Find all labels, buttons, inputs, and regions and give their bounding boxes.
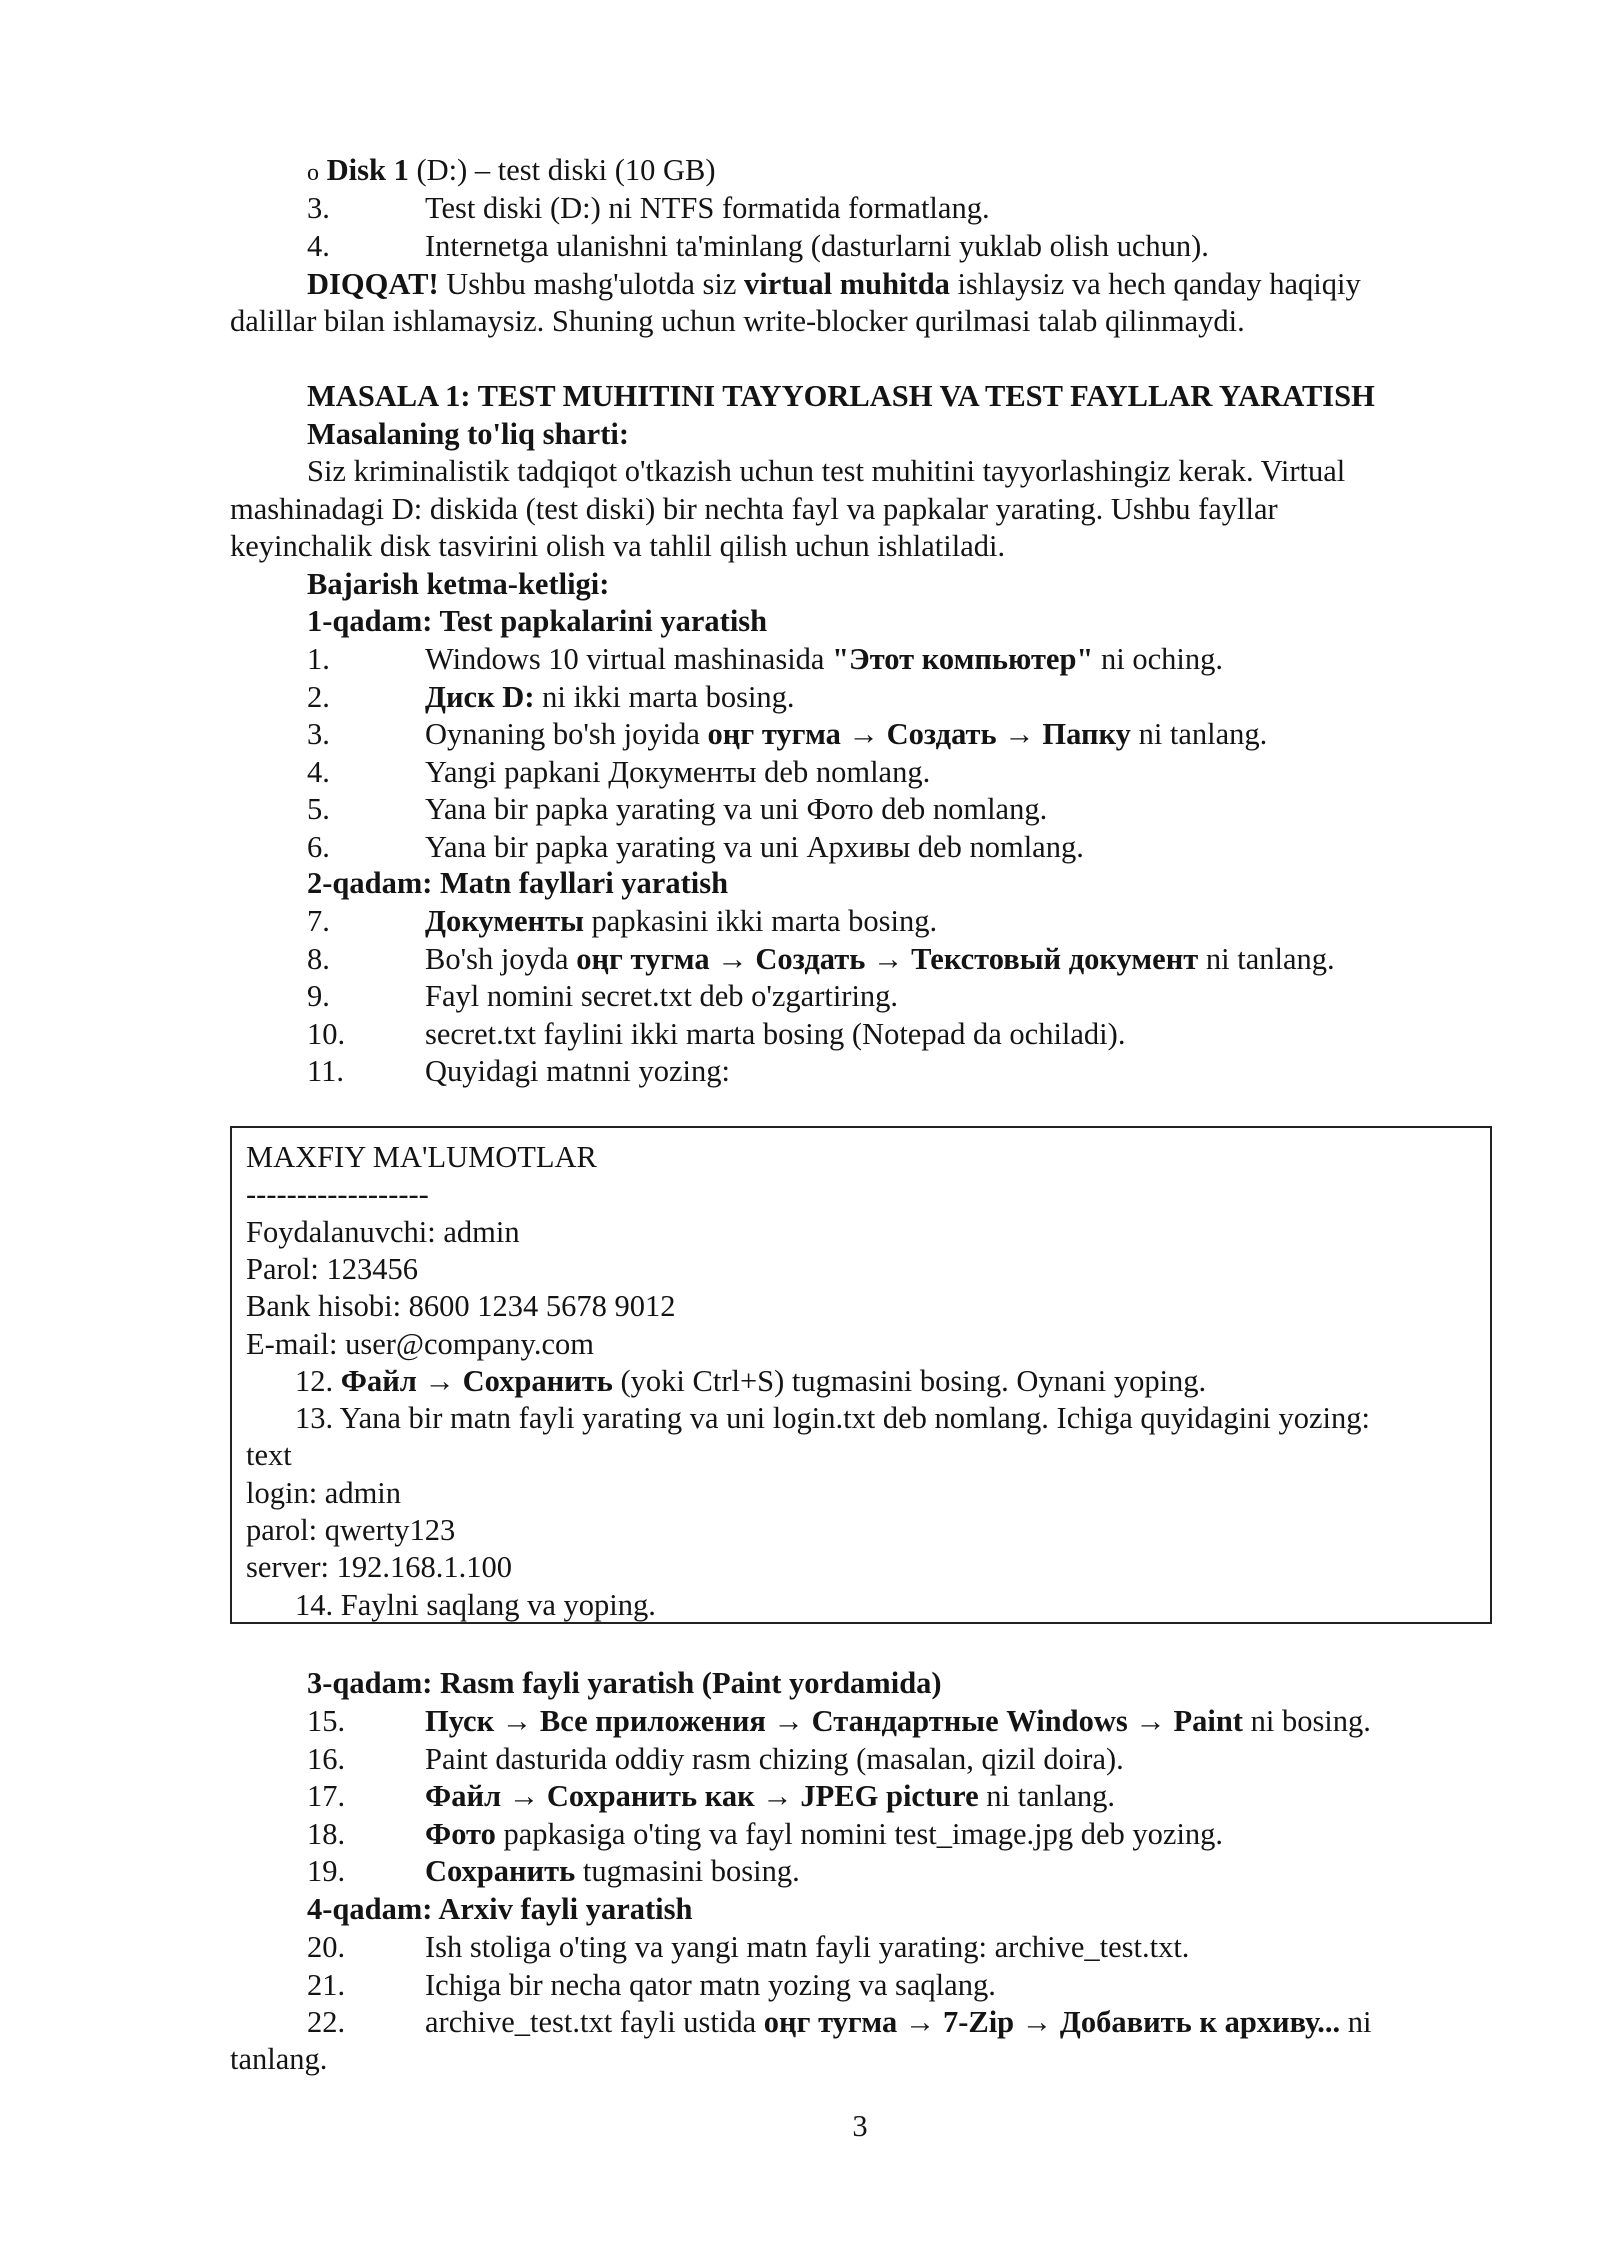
- item-number: 18.: [307, 1816, 346, 1851]
- item-text-part: ni oching.: [1093, 642, 1223, 676]
- item-number: 13.: [295, 1401, 334, 1436]
- paragraph-line: Siz kriminalistik tadqiqot o'tkazish uchun test muhitini tayyorlashingiz kerak. Virtual: [307, 454, 1346, 488]
- box-text-line: parol: qwerty123: [246, 1513, 456, 1547]
- box-line: [246, 1251, 418, 1288]
- box-line: [246, 1326, 594, 1363]
- paragraph-line: mashinadagi D: diskida (test diski) bir nechta fayl va papkalar yarating. Ushbu fayllar: [230, 492, 1278, 526]
- item-text-part: Faylni saqlang va yoping.: [340, 1587, 656, 1622]
- warning-text: Ushbu mashg'ulotda siz: [438, 267, 744, 301]
- item-text: [425, 1816, 1223, 1853]
- item-text: [425, 829, 1084, 866]
- box-list-item: [295, 1400, 1370, 1437]
- step3-title: 3-qadam: Rasm fayli yaratish (Paint yordamida): [307, 1666, 942, 1700]
- warning-emphasis: virtual muhitda: [744, 267, 950, 301]
- item-text: [425, 1967, 996, 2004]
- section-subheading: Masalaning to'liq sharti:: [307, 417, 629, 451]
- step4-title: 4-qadam: Arxiv fayli yaratish: [307, 1892, 693, 1926]
- item-text-part: Oynaning bo'sh joyida: [425, 717, 708, 751]
- item-number: 7.: [307, 904, 330, 938]
- item-number: 19.: [307, 1854, 346, 1888]
- item-text: [425, 791, 1047, 828]
- box-text-line: ------------------: [246, 1177, 429, 1212]
- box-line: [246, 1549, 512, 1586]
- item-text-part: Yangi papkani Документы deb nomlang.: [425, 754, 931, 789]
- step1-title: 1-qadam: Test papkalarini yaratish: [307, 604, 768, 638]
- spacer: [333, 1588, 341, 1622]
- item-text-part: ni tanlang.: [1198, 941, 1335, 976]
- item-number: 11.: [307, 1054, 344, 1088]
- disk-label: Disk 1: [326, 153, 409, 187]
- item-number: 5.: [307, 792, 330, 826]
- item-number: 3.: [307, 717, 330, 751]
- item-text: [425, 1053, 730, 1090]
- item-text-part: ni tanlang.: [978, 1779, 1115, 1813]
- item-number: 12.: [295, 1363, 334, 1398]
- item-number: 9.: [307, 979, 330, 1013]
- box-line: [246, 1288, 676, 1325]
- item-text-part: ni ikki marta bosing.: [534, 679, 795, 714]
- disk-desc: (D:) – test diski (10 GB): [408, 153, 716, 187]
- item-number: 6.: [307, 829, 330, 864]
- item-number: 4.: [307, 229, 330, 263]
- item-text-part: Ichiga bir necha qator matn yozing va saqlang.: [425, 1967, 996, 2002]
- item-text-part: Yana bir papka yarating va uni Архивы deb nomlang.: [425, 829, 1084, 864]
- item-text-part: Bo'sh joyda: [425, 941, 577, 976]
- box-line: [246, 1214, 520, 1251]
- item-emphasis: oңг тугма → Создать → Папку: [707, 717, 1131, 751]
- page-number: 3: [852, 2109, 868, 2143]
- item-text-part: ni bosing.: [1242, 1704, 1371, 1738]
- item-text: [425, 754, 930, 791]
- box-line: [246, 1139, 597, 1176]
- item-text-part: ni tanlang.: [1130, 717, 1268, 751]
- item-number: 22.: [307, 2005, 346, 2039]
- item-text-part: papkasiga o'ting va fayl nomini test_image.jpg deb yozing.: [495, 1816, 1224, 1851]
- step2-title: 2-qadam: Matn fayllari yaratish: [307, 866, 729, 900]
- item-text-part: (yoki Ctrl+S) tugmasini bosing. Oynani yoping.: [612, 1363, 1207, 1398]
- item-number: 21.: [307, 1967, 346, 2002]
- box-text-line: server: 192.168.1.100: [246, 1550, 512, 1585]
- item-number: 8.: [307, 941, 330, 976]
- item-text: [425, 1741, 1124, 1778]
- box-text-line: Parol: 123456: [246, 1251, 418, 1286]
- warning-label: DIQQAT!: [307, 267, 439, 301]
- item-text: [425, 1703, 1371, 1740]
- box-list-item: [295, 1587, 656, 1624]
- item-emphasis: "Этот компьютер": [832, 642, 1094, 676]
- item-number: 3.: [307, 191, 330, 225]
- spacer: [333, 1364, 341, 1398]
- item-text: [425, 941, 1335, 978]
- item-text: [425, 978, 898, 1015]
- item-text: [425, 903, 937, 940]
- item-emphasis: Файл → Сохранить как → JPEG picture: [425, 1779, 979, 1813]
- disk-bullet: o: [307, 160, 319, 186]
- box-line: [246, 1176, 429, 1213]
- warning-line-2: dalillar bilan ishlamaysiz. Shuning uchun write-blocker qurilmasi talab qilinmaydi.: [230, 304, 1245, 338]
- item-number: 15.: [307, 1704, 346, 1738]
- item-number: 17.: [307, 1779, 346, 1813]
- item-number: 20.: [307, 1930, 346, 1964]
- disk-line: [307, 152, 716, 192]
- text-content-box: [230, 1126, 1492, 1624]
- item-number: 4.: [307, 754, 330, 789]
- item-emphasis: Файл → Сохранить: [340, 1363, 613, 1398]
- item-text-part: ni: [1340, 2005, 1372, 2039]
- box-text-line: text: [246, 1438, 292, 1473]
- item-text: [425, 679, 795, 716]
- item-emphasis: oңг тугма → 7-Zip → Добавить к архиву...: [763, 2005, 1341, 2039]
- section-heading: MASALA 1: TEST MUHITINI TAYYORLASH VA TEST FAYLLAR YARATISH: [307, 379, 1375, 413]
- item-emphasis: Фото: [425, 1816, 496, 1851]
- item-text: [425, 1778, 1115, 1815]
- box-text-line: Foydalanuvchi: admin: [246, 1214, 520, 1249]
- item-text-part: secret.txt faylini ikki marta bosing (Notepad da ochiladi).: [425, 1016, 1126, 1051]
- item-number: 14.: [295, 1587, 334, 1622]
- item-text: [425, 641, 1223, 678]
- item-text: Test diski (D:) ni NTFS formatida formatlang.: [425, 191, 990, 225]
- item-emphasis: Пуск → Все приложения → Стандартные Windows → Paint: [425, 1704, 1243, 1738]
- item-emphasis: Диск D:: [425, 679, 535, 714]
- box-text-line: E-mail: user@company.com: [246, 1326, 594, 1361]
- item-text: [425, 1929, 1189, 1966]
- box-line: [246, 1512, 455, 1549]
- paragraph-line: keyinchalik disk tasvirini olish va tahlil qilish uchun ishlatiladi.: [230, 529, 1006, 563]
- item-text: [425, 716, 1267, 753]
- item-text-part: papkasini ikki marta bosing.: [583, 904, 938, 938]
- warning-line-1: [307, 266, 1361, 303]
- item-text-part: Ish stoliga o'ting va yangi matn fayli yarating: archive_test.txt.: [425, 1930, 1190, 1964]
- item-text-part: Windows 10 virtual mashinasida: [425, 642, 833, 676]
- box-list-item: [295, 1363, 1206, 1400]
- item-text: [425, 1853, 800, 1890]
- item-text-part: Paint dasturida oddiy rasm chizing (masalan, qizil doira).: [425, 1741, 1124, 1776]
- warning-text: ishlaysiz va hech qanday haqiqiy: [949, 267, 1361, 301]
- item-emphasis: Сохранить: [425, 1854, 576, 1888]
- box-text-line: MAXFIY MA'LUMOTLAR: [246, 1140, 597, 1174]
- item-text: Internetga ulanishni ta'minlang (dasturlarni yuklab olish uchun).: [425, 229, 1209, 263]
- item-number: 2.: [307, 679, 330, 714]
- item-text-part: Quyidagi matnni yozing:: [425, 1054, 730, 1088]
- item-emphasis: Документы: [425, 904, 584, 938]
- item-text-part: archive_test.txt fayli ustida: [425, 2005, 764, 2039]
- box-line: [246, 1437, 292, 1474]
- item-text: [425, 1016, 1125, 1053]
- item-number: 10.: [307, 1016, 346, 1051]
- item-text-part: Fayl nomini secret.txt deb o'zgartiring.: [425, 979, 899, 1013]
- box-text-line: Bank hisobi: 8600 1234 5678 9012: [246, 1289, 676, 1324]
- item-text-part: Yana bir matn fayli yarating va uni login.txt deb nomlang. Ichiga quyidagini yozing:: [339, 1401, 1370, 1436]
- item-text-part: Yana bir papka yarating va uni Фото deb nomlang.: [425, 792, 1048, 826]
- item-number: 16.: [307, 1741, 346, 1776]
- sequence-heading: Bajarish ketma-ketligi:: [307, 567, 610, 601]
- item-emphasis: oңг тугма → Создать → Текстовый документ: [576, 941, 1199, 976]
- box-text-line: login: admin: [246, 1475, 402, 1510]
- item-number: 1.: [307, 642, 330, 676]
- box-line: [246, 1475, 401, 1512]
- item-text: [425, 2004, 1371, 2041]
- item-text-part: tugmasini bosing.: [575, 1854, 800, 1888]
- continuation-text: tanlang.: [230, 2042, 328, 2076]
